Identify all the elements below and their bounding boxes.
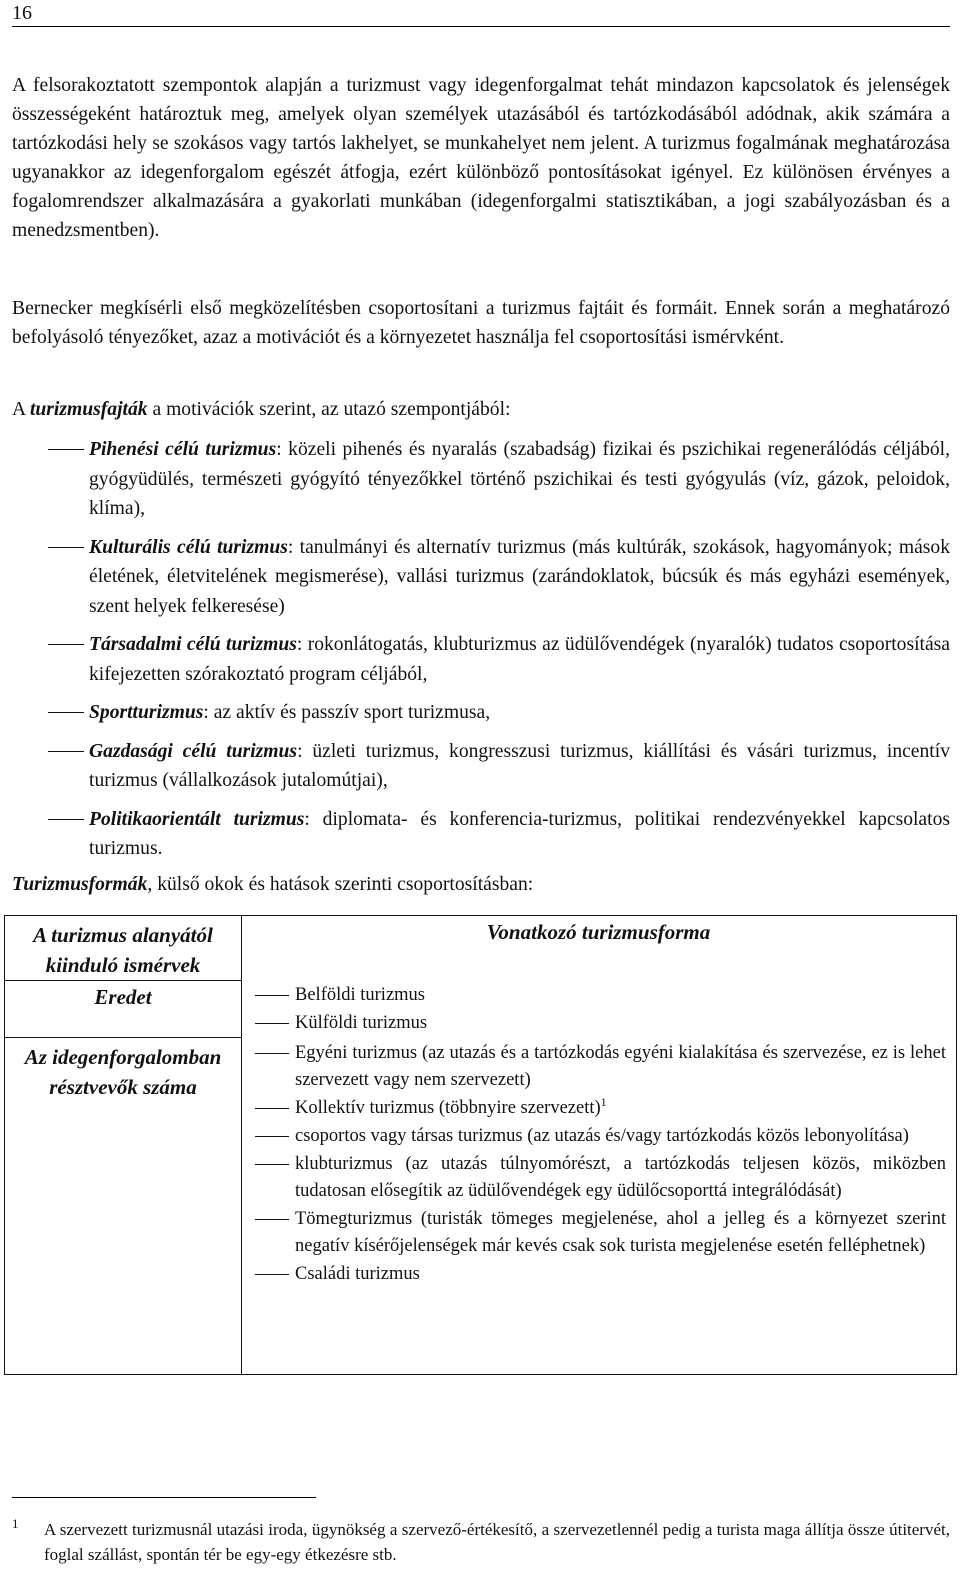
form-text: csoportos vagy társas turizmus (az utazás és/vagy tartózkodás közös lebonyolítása) xyxy=(295,1126,909,1146)
header-divider xyxy=(12,26,950,27)
table-row-origin-label: Eredet xyxy=(94,985,152,1009)
dash-bullet xyxy=(48,751,84,752)
list-item xyxy=(255,1040,946,1094)
type-term: Társadalmi célú turizmus xyxy=(89,634,297,655)
footnote-text: A szervezett turizmusnál utazási iroda, ügynökség a szervező-értékesítő, a szervezetlennél pedig a turista maga állítja össze útitervét, foglal szállást, spontán tér be egy-egy étkezésre stb. xyxy=(44,1520,950,1564)
forms-intro-term: Turizmusformák xyxy=(12,874,148,895)
type-term: Sportturizmus xyxy=(89,702,204,723)
types-intro-term: turizmusfajták xyxy=(29,399,148,420)
table-header-left: A turizmus alanyától kiinduló ismérvek xyxy=(33,923,213,977)
forms-intro-suffix: , külső okok és hatások szerinti csoportosításban: xyxy=(147,874,534,895)
dash-bullet xyxy=(255,1164,289,1165)
page-number: 16 xyxy=(12,2,32,24)
list-item xyxy=(255,1095,946,1122)
type-term: Politikaorientált turizmus xyxy=(89,808,305,830)
form-text: klubturizmus (az utazás túlnyomórészt, a tartózkodás teljesen közös, miközben tudatosan elősegítik az üdülővendégek egy üdülőcsoporttá integrálódását) xyxy=(295,1154,946,1201)
dash-bullet xyxy=(255,1108,289,1109)
list-item xyxy=(255,1206,946,1260)
type-text: : diplomata- és konferencia-turizmus, politikai rendezvényekkel kapcsolatos turizmus. xyxy=(89,808,950,859)
paragraph-definition: A felsorakoztatott szempontok alapján a turizmust vagy idegenforgalmat tehát mindazon kapcsolatok és jelenségek összességeként határoztuk meg, amelyek olyan személyek utazásából és tartózkodásából adódnak, akik számára a tartózkodási hely se szokásos vagy tartós lakhelyet, se munkahelyet nem jelent. A turizmus fogalmának meghatározása ugyanakkor az idegenforgalom egészét átfogja, ezért különböző pontosításokat igényel. Ez különösen érvényes a fogalomrendszer alkalmazására a gyakorlati munkában (idegenforgalmi statisztikában, a jogi szabályozásban és a menedzsmentben). xyxy=(12,75,950,241)
form-text: Külföldi turizmus xyxy=(295,1013,428,1033)
list-item xyxy=(255,1123,946,1150)
type-text: : közeli pihenés és nyaralás (szabadság) fizikai és pszichikai regenerálódás céljából, gyógyüdülés, természeti gyógyító tényezőkkel történő pszichikai és testi gyógyulás (víz, gázok, peloidok, klíma), xyxy=(89,439,951,519)
list-item xyxy=(255,1151,946,1205)
list-item xyxy=(12,435,950,524)
footnote xyxy=(12,1517,950,1567)
tourism-forms-list xyxy=(255,982,946,1289)
form-text: Egyéni turizmus (az utazás és a tartózkodás egyéni kialakítása és szervezése, ez is lehet szervezett vagy nem szervezett) xyxy=(295,1043,946,1090)
table-row-divider xyxy=(5,980,241,981)
forms-intro xyxy=(12,874,533,896)
form-text: Tömegturizmus (turisták tömeges megjelenése, ahol a jelleg és a környezet szerint negatív kísérőjelenségek már kevés csak sok turista megjelenése esetén felléphetnek) xyxy=(295,1209,946,1256)
types-intro-suffix: a motivációk szerint, az utazó szempontjából: xyxy=(147,399,511,420)
type-term: Kulturális célú turizmus xyxy=(89,536,288,558)
table-row-participants-label: Az idegenforgalomban résztvevők száma xyxy=(24,1045,222,1099)
type-text: : üzleti turizmus, kongresszusi turizmus, kiállítási és vásári turizmus, incentív turizmus (vállalkozások jutalomútjai), xyxy=(89,740,950,791)
list-item xyxy=(12,630,950,689)
form-text: Családi turizmus xyxy=(295,1264,420,1284)
table-column-divider xyxy=(241,916,242,1374)
dash-bullet xyxy=(48,449,84,450)
list-item xyxy=(12,533,950,622)
types-intro xyxy=(12,395,950,424)
dash-bullet xyxy=(48,712,84,713)
list-item xyxy=(255,1010,946,1037)
list-item xyxy=(255,982,946,1009)
dash-bullet xyxy=(48,819,84,820)
dash-bullet xyxy=(48,547,84,548)
dash-bullet xyxy=(255,1053,289,1054)
list-item xyxy=(12,698,950,728)
dash-bullet xyxy=(255,995,289,996)
tourism-types-list xyxy=(12,435,950,873)
paragraph-bernecker: Bernecker megkísérli első megközelítésben csoportosítani a turizmus fajtáit és formáit. Ennek során a meghatározó befolyásoló tényezőket, azaz a motivációt és a környezetet használja fel csoportosítási ismérvként. xyxy=(12,298,950,348)
dash-bullet xyxy=(48,644,84,645)
footnote-divider xyxy=(12,1497,316,1498)
form-text: Kollektív turizmus (többnyire szervezett) xyxy=(295,1098,601,1118)
dash-bullet xyxy=(255,1023,289,1024)
form-text: Belföldi turizmus xyxy=(295,985,425,1005)
list-item xyxy=(12,805,950,864)
type-text: : tanulmányi és alternatív turizmus (más kultúrák, szokások, hagyományok; mások életének, életvitelének megismerése), vallási turizmus (zarándoklatok, búcsúk és más egyházi események, szent helyek felkeresése) xyxy=(89,536,950,617)
table-header-right: Vonatkozó turizmusforma xyxy=(486,920,711,944)
dash-bullet xyxy=(255,1136,289,1137)
list-item xyxy=(255,1261,946,1288)
list-item xyxy=(12,737,950,796)
tourism-forms-table xyxy=(4,915,957,1375)
footnote-reference: 1 xyxy=(600,1094,607,1109)
type-text: : az aktív és passzív sport turizmusa, xyxy=(203,702,491,723)
type-text: : rokonlátogatás, klubturizmus az üdülővendégek (nyaralók) tudatos csoportosítása kifejezetten szórakoztató program céljából, xyxy=(89,634,950,685)
dash-bullet xyxy=(255,1274,289,1275)
table-row-divider xyxy=(5,1037,241,1038)
types-intro-prefix: A xyxy=(12,399,30,420)
type-term: Pihenési célú turizmus xyxy=(89,439,277,460)
type-term: Gazdasági célú turizmus xyxy=(89,740,298,762)
dash-bullet xyxy=(255,1219,289,1220)
footnote-mark: 1 xyxy=(12,1516,19,1531)
